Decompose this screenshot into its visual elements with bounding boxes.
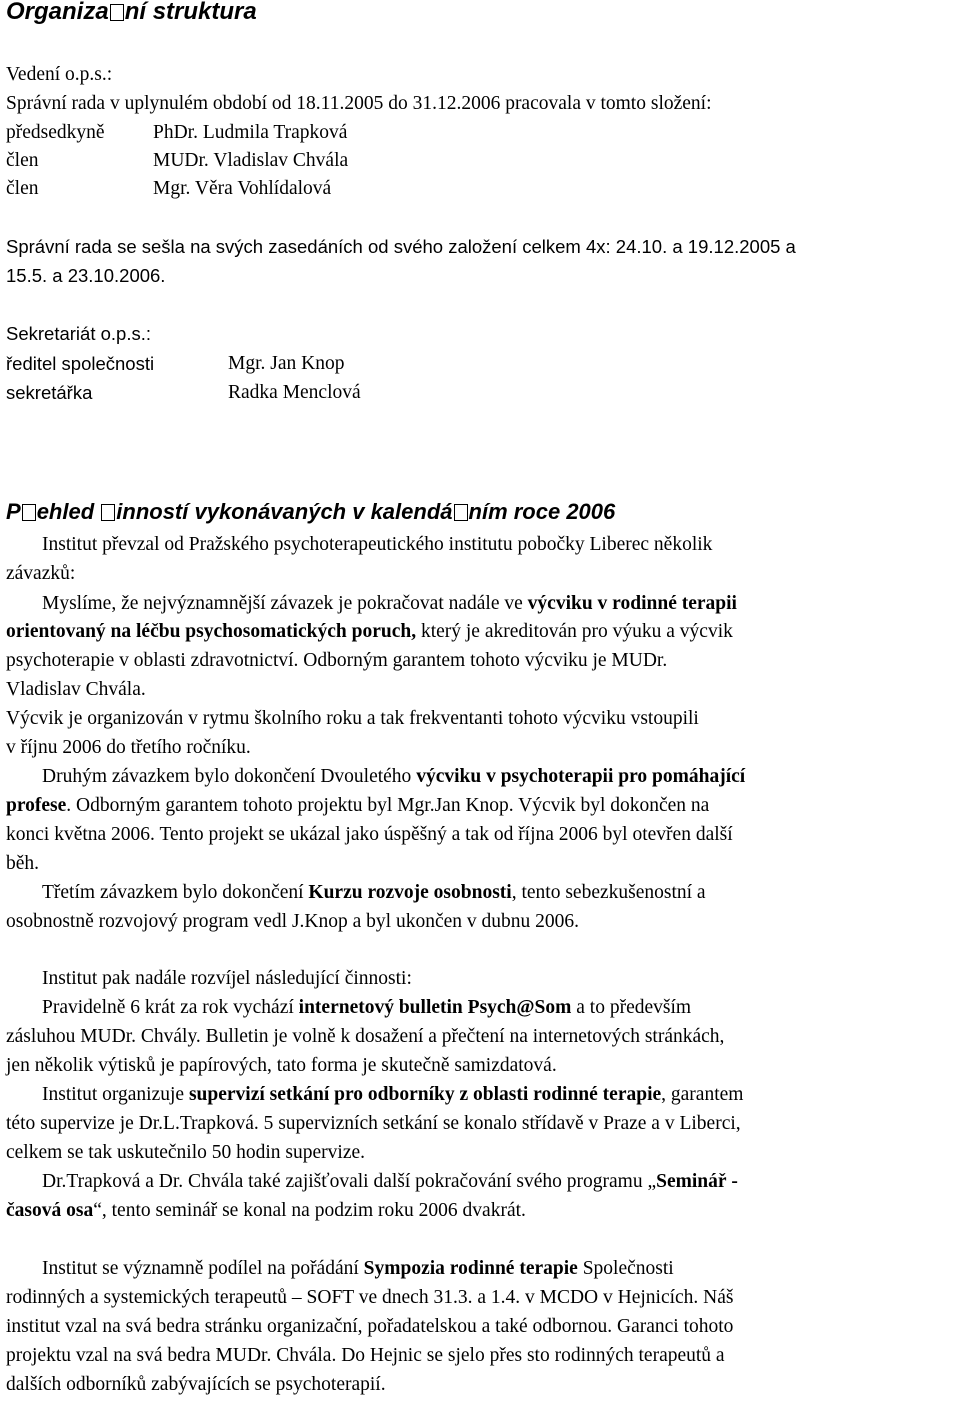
missing-glyph-box — [454, 504, 468, 521]
missing-glyph-box — [101, 504, 115, 521]
paragraph-line: zásluhou MUDr. Chvály. Bulletin je volně k dosažení a přečtení na internetových stránkách, — [6, 1026, 725, 1047]
paragraph-line: závazků: — [6, 563, 76, 584]
paragraph-line: Vladislav Chvála. — [6, 679, 146, 700]
heading-part: inností vykonávaných v kalendá — [116, 499, 453, 524]
paragraph-line: projektu vzal na svá bedra MUDr. Chvála. Do Hejnic se sjelo přes sto rodinných terapeutů a — [6, 1345, 725, 1366]
missing-glyph-box — [110, 4, 124, 21]
paragraph-line: této supervize je Dr.L.Trapková. 5 supervizních setkání se konalo střídavě v Praze a v Liberci, — [6, 1113, 741, 1134]
staff-role: ředitel společnosti — [6, 353, 155, 374]
staff-name: Radka Menclová — [228, 382, 361, 403]
paragraph-line: Myslíme, že nejvýznamnější závazek je pokračovat nadále ve výcviku v rodinné terapii — [42, 593, 737, 614]
member-name: PhDr. Ludmila Trapková — [153, 122, 348, 143]
member-role: člen — [6, 178, 39, 199]
paragraph-line: osobnostně rozvojový program vedl J.Knop a byl ukončen v dubnu 2006. — [6, 911, 580, 932]
paragraph-line: Institut se významně podílel na pořádání Sympozia rodinné terapie Společnosti — [42, 1258, 674, 1279]
heading-part: ním roce 2006 — [468, 499, 616, 524]
paragraph-line: orientovaný na léčbu psychosomatických poruch, který je akreditován pro výuku a výcvik — [6, 621, 733, 642]
paragraph-line: profese. Odborným garantem tohoto projektu byl Mgr.Jan Knop. Výcvik byl dokončen na — [6, 795, 710, 816]
paragraph-line: Výcvik je organizován v rytmu školního roku a tak frekventanti tohoto výcviku vstoupili — [6, 708, 699, 729]
heading-part: ehled — [36, 499, 101, 524]
paragraph-line: Institut organizuje supervizí setkání pro odborníky z oblasti rodinné terapie, garantem — [42, 1084, 744, 1105]
missing-glyph-box — [22, 504, 36, 521]
staff-name: Mgr. Jan Knop — [228, 353, 345, 374]
member-name: Mgr. Věra Vohlídalová — [153, 178, 332, 199]
paragraph-line: Třetím závazkem bylo dokončení Kurzu rozvoje osobnosti, tento sebezkušenostní a — [42, 882, 706, 903]
heading-part: Organiza — [6, 0, 109, 25]
staff-role: sekretářka — [6, 382, 93, 403]
vedeni-label: Vedení o.p.s.: — [6, 64, 113, 85]
rada-meetings-line: Správní rada se sešla na svých zasedáních od svého založení celkem 4x: 24.10. a 19.12.2005 a — [6, 236, 796, 257]
heading-part: ní struktura — [124, 0, 257, 25]
rada-meetings-line: 15.5. a 23.10.2006. — [6, 265, 166, 286]
paragraph-line: časová osa“, tento seminář se konal na podzim roku 2006 dvakrát. — [6, 1200, 526, 1221]
paragraph-line: Institut pak nadále rozvíjel následující činnosti: — [42, 968, 412, 989]
paragraph-line: konci května 2006. Tento projekt se ukázal jako úspěšný a tak od října 2006 byl otevřen další — [6, 824, 733, 845]
paragraph-line: psychoterapie v oblasti zdravotnictví. Odborným garantem tohoto výcviku je MUDr. — [6, 650, 668, 671]
paragraph-line: Institut převzal od Pražského psychoterapeutického institutu pobočky Liberec několik — [42, 534, 713, 555]
heading-part: P — [6, 499, 21, 524]
paragraph-line: rodinných a systemických terapeutů – SOFT ve dnech 31.3. a 1.4. v MCDO v Hejnicích. Náš — [6, 1287, 734, 1308]
heading-activities-overview — [6, 499, 615, 525]
member-role: předsedkyně — [6, 122, 105, 143]
rada-intro: Správní rada v uplynulém období od 18.11.2005 do 31.12.2006 pracovala v tomto složení: — [6, 93, 712, 114]
paragraph-line: Pravidelně 6 krát za rok vychází internetový bulletin Psych@Som a to především — [42, 997, 692, 1018]
sekretariat-label: Sekretariát o.p.s.: — [6, 323, 151, 344]
paragraph-line: Druhým závazkem bylo dokončení Dvouletého výcviku v psychoterapii pro pomáhající — [42, 766, 746, 787]
paragraph-line: Dr.Trapková a Dr. Chvála také zajišťovali další pokračování svého programu „Seminář - — [42, 1171, 738, 1192]
paragraph-line: dalších odborníků zabývajících se psychoterapií. — [6, 1374, 386, 1395]
paragraph-line: jen několik výtisků je papírových, tato forma je skutečně samizdatová. — [6, 1055, 557, 1076]
paragraph-line: v říjnu 2006 do třetího ročníku. — [6, 737, 251, 758]
paragraph-line: celkem se tak uskutečnilo 50 hodin supervize. — [6, 1142, 366, 1163]
paragraph-line: institut vzal na svá bedra stránku organizační, pořadatelskou a také odbornou. Garanci tohoto — [6, 1316, 734, 1337]
paragraph-line: běh. — [6, 853, 40, 874]
heading-organizational-structure — [6, 0, 257, 26]
member-role: člen — [6, 150, 39, 171]
member-name: MUDr. Vladislav Chvála — [153, 150, 349, 171]
